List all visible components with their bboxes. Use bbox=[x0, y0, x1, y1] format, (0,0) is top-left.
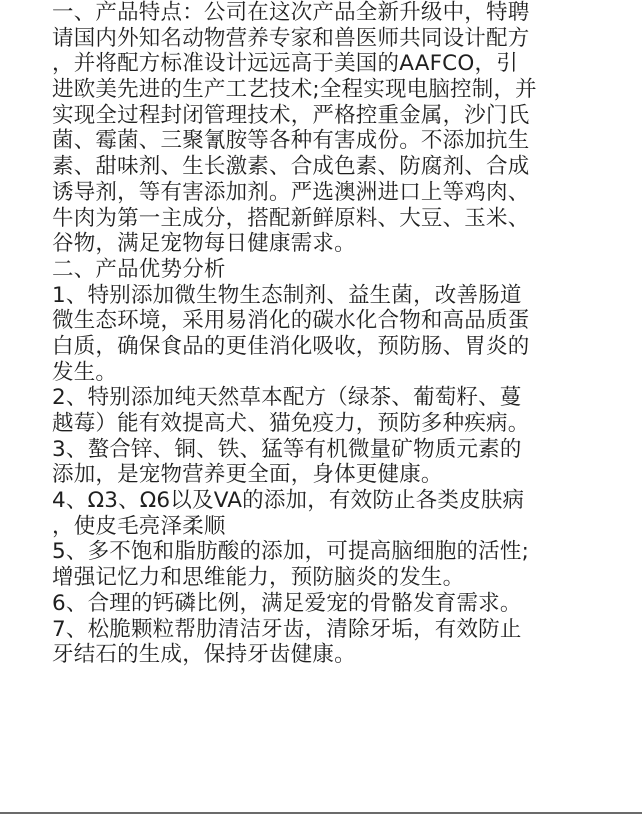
text-line: 实现全过程封闭管理技术，严格控重金属，沙门氏 bbox=[52, 102, 530, 128]
text-line: 牛肉为第一主成分，搭配新鲜原料、大豆、玉米、 bbox=[52, 205, 530, 231]
text-line: 一、产品特点：公司在这次产品全新升级中，特聘 bbox=[52, 0, 530, 25]
text-line: 发生。 bbox=[52, 359, 118, 385]
text-line: 1、特别添加微生物生态制剂、益生菌，改善肠道 bbox=[52, 282, 522, 308]
text-line: 7、松脆颗粒帮肋清洁牙齿，清除牙垢，有效防止 bbox=[52, 616, 522, 642]
text-line: 4、Ω3、Ω6以及VA的添加，有效防止各类皮肤病 bbox=[52, 488, 525, 514]
text-line: 素、甜味剂、生长激素、合成色素、防腐剂、合成 bbox=[52, 154, 530, 180]
text-line: 增强记忆力和思维能力，预防脑炎的发生。 bbox=[52, 565, 465, 591]
text-line: 白质，确保食品的更佳消化吸收，预防肠、胃炎的 bbox=[52, 333, 530, 359]
text-line: 诱导剂，等有害添加剂。严选澳洲进口上等鸡肉、 bbox=[52, 179, 530, 205]
text-line: ，使皮毛亮泽柔顺 bbox=[52, 513, 226, 539]
text-line: 请国内外知名动物营养专家和兽医师共同设计配方 bbox=[52, 25, 530, 51]
bottom-divider bbox=[0, 812, 642, 814]
section-heading: 二、产品优势分析 bbox=[52, 256, 226, 282]
text-line: ，并将配方标准设计远远高于美国的AAFCO，引 bbox=[52, 51, 518, 77]
product-text-block bbox=[52, 0, 637, 668]
text-line: 菌、霉菌、三聚氰胺等各种有害成份。不添加抗生 bbox=[52, 128, 530, 154]
text-line: 微生态环境，采用易消化的碳水化合物和高品质蛋 bbox=[52, 308, 530, 334]
text-line: 6、合理的钙磷比例，满足爱宠的骨骼发育需求。 bbox=[52, 590, 522, 616]
text-line: 牙结石的生成，保持牙齿健康。 bbox=[52, 642, 356, 668]
text-line: 2、特别添加纯天然草本配方（绿茶、葡萄籽、蔓 bbox=[52, 385, 522, 411]
text-line: 添加，是宠物营养更全面，身体更健康。 bbox=[52, 462, 443, 488]
text-line: 进欧美先进的生产工艺技术;全程实现电脑控制，并 bbox=[52, 77, 537, 103]
text-line: 谷物，满足宠物每日健康需求。 bbox=[52, 231, 356, 257]
text-line: 越莓）能有效提高犬、猫免疫力，预防多种疾病。 bbox=[52, 411, 530, 436]
text-line: 5、多不饱和脂肪酸的添加，可提高脑细胞的活性; bbox=[52, 539, 530, 565]
text-line: 3、螯合锌、铜、铁、猛等有机微量矿物质元素的 bbox=[52, 436, 522, 462]
